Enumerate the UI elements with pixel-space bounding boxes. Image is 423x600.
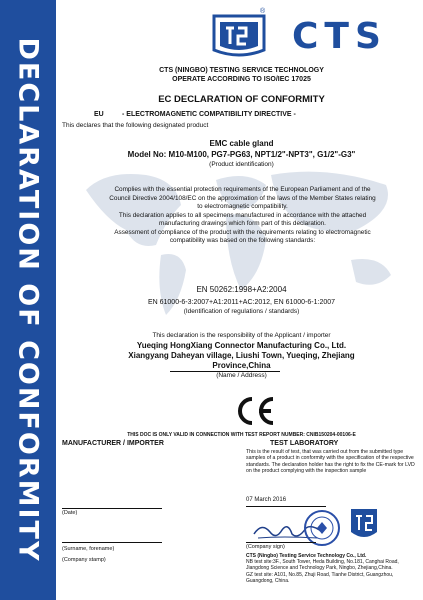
compliance-text [62,186,423,246]
address-line: Xiangyang Daheyan village, Liushi Town, Yueqing, Zhejiang [128,351,355,360]
applicant-company: Yueqing HongXiang Connector Manufacturing Co., Ltd. [136,341,347,350]
surname-rule [62,542,162,543]
compliance-line: Assessment of compliance of the product with the requirements relating to electromagnetic [114,228,371,236]
logo-text: CTS [292,16,387,57]
date-label: (Date) [62,510,78,516]
date-rule-left [62,508,162,509]
compliance-line: Complies with the essential protection requirements of the European Parliament and of the [114,186,371,193]
company-sign-rule [246,542,316,543]
cts-logo [210,10,410,60]
compliance-line: This declaration applies to all specimens manufactured in accordance with the attached [118,211,367,219]
declares-text: This declares that the following designated product [62,122,209,129]
sidebar-band [0,0,56,600]
responsibility-text: This declaration is the responsibility of the Applicant / importer [152,332,331,339]
product-id-label: (Product identification) [209,161,274,168]
cts-small-logo-icon [348,506,380,544]
date-rule-right [246,506,326,507]
address-line: Province,China [212,361,271,370]
model-number: Model No: M10-M100, PG7-PG63, NPT1/2"-NPT3", G1/2"-G3" [127,150,356,159]
compliance-line: Council Directive 2004/108/EC on the approximation of the laws of the Member States relating [109,194,376,202]
product-name: EMC cable gland [209,139,274,148]
standards-label: (Identification of regulations / standards) [183,308,300,315]
lab-gz-site: GZ test site: A101, No.85, Zhuji Road, Tianhe District, Guangzhou, Guangdong, China. [246,571,394,584]
validity-note: THIS DOC IS ONLY VALID IN CONNECTION WITH TEST REPORT NUMBER: CNIB150204-00106-E [127,432,356,438]
compliance-line: manufacturing drawings which form part of this declaration. [159,220,326,227]
surname-label: (Surname, forename) [62,546,115,552]
applicant-address [60,351,423,371]
directive-code: EU [94,111,104,118]
laboratory-heading: TEST LABORATORY [270,440,339,447]
registered-mark: ® [260,8,266,15]
date-value: 07 March 2016 [246,497,287,503]
header-line-1: CTS (NINGBO) TESTING SERVICE TECHNOLOGY [159,67,324,74]
lab-address [246,553,418,584]
standard-2: EN 61000-6-3:2007+A1:2011+AC:2012, EN 61000-6-1:2007 [147,299,336,306]
name-address-label: (Name / Address) [216,372,267,379]
standard-1: EN 50262:1998+A2:2004 [196,285,287,294]
document-title: EC DECLARATION OF CONFORMITY [158,94,325,105]
sidebar-title: DECLARATION OF CONFORMITY [12,37,44,563]
lab-notes: This is the result of test, that was carried out from the submitted type samples of a product in conformity with the specification of the respective standards. The declaration holder has the right to fix the CE-mark for LVD on the product complying with the inspection sample [246,449,415,474]
lab-name: CTS (Ningbo) Testing Service Technology Co., Ltd. [246,553,367,559]
company-sign-label: (Company sign) [246,544,285,550]
directive-name: - ELECTROMAGNETIC COMPATIBILITY DIRECTIVE - [122,111,296,118]
compliance-line: compatibility was based on the following standards: [169,237,316,244]
manufacturer-heading: MANUFACTURER / IMPORTER [62,440,164,447]
header-line-2: OPERATE ACCORDING TO ISO/IEC 17025 [172,76,311,83]
lab-nb-site: NB test site:3F., South Tower, Heda Building, No.181, Canghai Road, Jiangdong Science and Technology Park, Ningbo, Zhejiang,China. [246,559,399,572]
ce-mark [233,395,277,427]
compliance-line: to electromagnetic compatibility. [197,203,288,210]
company-stamp-label: (Company stamp) [62,557,106,563]
cts-logo-icon [210,10,268,60]
